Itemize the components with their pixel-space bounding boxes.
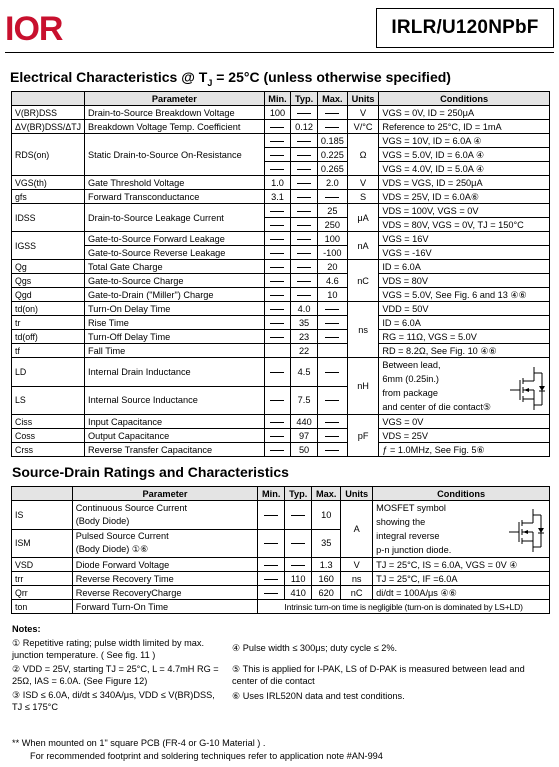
table-row [12, 288, 550, 302]
typ-cell [291, 246, 318, 260]
parameter-cell: Gate-to-Source Forward Leakage [85, 232, 265, 246]
max-cell: 35 [312, 529, 341, 558]
col-units: Units [347, 92, 378, 106]
typ-cell: 410 [285, 586, 312, 600]
table-row [12, 134, 550, 148]
max-cell: 1.3 [312, 558, 341, 572]
electrical-title-sub: J [207, 77, 213, 88]
min-cell [264, 274, 291, 288]
max-cell: 0.185 [317, 134, 347, 148]
note-6: ⑥ Uses IRL520N data and test conditions. [232, 691, 405, 701]
source-drain-title: Source-Drain Ratings and Characteristics [12, 464, 289, 480]
max-cell: 0.225 [317, 148, 347, 162]
table-row [12, 344, 550, 358]
table-row [12, 246, 550, 260]
sd-col-conditions: Conditions [373, 487, 550, 501]
note-4: ④ Pulse width ≤ 300μs; duty cycle ≤ 2%. [232, 643, 398, 653]
table-row [12, 260, 550, 274]
parameter-cell: Total Gate Charge [85, 260, 265, 274]
max-cell [317, 190, 347, 204]
symbol-cell: Ciss [12, 415, 85, 429]
parameter-cell: Drain-to-Source Breakdown Voltage [85, 106, 265, 120]
sd-col-typ: Typ. [285, 487, 312, 501]
table-row [12, 274, 550, 288]
source-drain-table [11, 486, 550, 614]
parameter-cell: Forward Turn-On Time [72, 600, 258, 614]
parameter-cell: Diode Forward Voltage [72, 558, 258, 572]
symbol-cell: RDS(on) [12, 134, 85, 176]
symbol-cell: Qgd [12, 288, 85, 302]
inductance-condition-line: 6mm (0.25in.) [382, 374, 439, 384]
min-cell [264, 358, 291, 387]
max-cell [317, 415, 347, 429]
note-5: ⑤ This is applied for I-PAK, LS of D-PAK is measured between lead and center of die contact [232, 664, 525, 686]
parameter-cell: Gate-to-Drain ("Miller") Charge [85, 288, 265, 302]
col-symbol [12, 92, 85, 106]
conditions-cell: VGS = 4.0V, ID = 5.0A ④ [379, 162, 550, 176]
inductance-condition-line: from package [382, 388, 438, 398]
typ-cell: 50 [291, 443, 318, 457]
parameter-cell: Reverse Recovery Time [72, 572, 258, 586]
max-cell [317, 344, 347, 358]
conditions-cell: VDS = VGS, ID = 250μA [379, 176, 550, 190]
typ-cell [291, 148, 318, 162]
col-max: Max. [317, 92, 347, 106]
typ-cell [285, 529, 312, 558]
typ-cell [291, 162, 318, 176]
table-row [12, 316, 550, 330]
min-cell [264, 134, 291, 148]
parameter-cell: Forward Transconductance [85, 190, 265, 204]
sd-col-units: Units [341, 487, 373, 501]
min-cell: 1.0 [264, 176, 291, 190]
symbol-cell: trr [12, 572, 73, 586]
conditions-cell: RD = 8.2Ω, See Fig. 10 ④⑥ [379, 344, 550, 358]
notes-title: Notes: [12, 624, 41, 634]
sd-col-max: Max. [312, 487, 341, 501]
conditions-cell: di/dt = 100A/μs ④⑥ [373, 586, 550, 600]
symbol-cell: ISM [12, 529, 73, 558]
table-row [12, 501, 550, 530]
conditions-cell: VGS = -16V [379, 246, 550, 260]
footer-note-1: ** When mounted on 1" square PCB (FR-4 or G-10 Material ) . [12, 738, 266, 748]
symbol-cell: LD [12, 358, 85, 387]
conditions-cell: ƒ = 1.0MHz, See Fig. 5⑥ [379, 443, 550, 457]
max-cell [317, 429, 347, 443]
symbol-cell: tf [12, 344, 85, 358]
parameter-line: Continuous Source Current [75, 502, 188, 513]
note-2: ② VDD = 25V, starting TJ = 25°C, L = 4.7mH RG = 25Ω, IAS = 6.0A. (See Figure 12) [12, 664, 219, 686]
typ-cell [291, 134, 318, 148]
unit-cell: nH [347, 358, 378, 415]
table-row [12, 415, 550, 429]
max-cell: 620 [312, 586, 341, 600]
max-cell [317, 358, 347, 387]
conditions-cell: VGS = 5.0V, See Fig. 6 and 13 ④⑥ [379, 288, 550, 302]
min-cell [264, 344, 291, 358]
unit-cell: V [347, 176, 378, 190]
conditions-cell: VGS = 16V [379, 232, 550, 246]
unit-cell: ns [341, 572, 373, 586]
typ-cell: 23 [291, 330, 318, 344]
max-cell [317, 316, 347, 330]
typ-cell [291, 106, 318, 120]
symbol-cell: ton [12, 600, 73, 614]
table-row [12, 586, 550, 600]
conditions-cell: VGS = 10V, ID = 6.0A ④ [379, 134, 550, 148]
inductance-condition-line: Between lead, [382, 360, 441, 370]
header-rule [5, 52, 554, 53]
parameter-cell: Gate-to-Source Reverse Leakage [85, 246, 265, 260]
min-cell [264, 302, 291, 316]
typ-cell [291, 190, 318, 204]
parameter-cell: Internal Drain Inductance [85, 358, 265, 387]
inductance-conditions-cell [379, 358, 550, 415]
typ-cell [285, 558, 312, 572]
table-row [12, 358, 550, 387]
typ-cell [291, 176, 318, 190]
max-cell: 10 [317, 288, 347, 302]
symbol-cell: td(off) [12, 330, 85, 344]
min-cell [264, 232, 291, 246]
min-cell [264, 120, 291, 134]
typ-cell: 110 [285, 572, 312, 586]
sd-col-min: Min. [258, 487, 285, 501]
parameter-cell: Output Capacitance [85, 429, 265, 443]
electrical-title-rest: = 25°C (unless otherwise specified) [212, 69, 451, 85]
parameter-line-2: (Body Diode) ①⑥ [75, 544, 149, 555]
typ-cell: 97 [291, 429, 318, 443]
electrical-table [11, 91, 550, 457]
max-cell [317, 330, 347, 344]
table-row [12, 558, 550, 572]
min-cell [264, 246, 291, 260]
unit-cell: nA [347, 232, 378, 260]
min-cell [258, 501, 285, 530]
mosfet-diode-symbol-icon [507, 505, 545, 555]
table-row [12, 429, 550, 443]
conditions-cell: VDS = 100V, VGS = 0V [379, 204, 550, 218]
electrical-header-row [12, 92, 550, 106]
table-row [12, 232, 550, 246]
max-cell: 100 [317, 232, 347, 246]
conditions-cell: VDS = 25V, ID = 6.0A⑥ [379, 190, 550, 204]
table-row [12, 204, 550, 218]
symbol-cell: VSD [12, 558, 73, 572]
conditions-cell: ID = 6.0A [379, 316, 550, 330]
parameter-cell: Fall Time [85, 344, 265, 358]
symbol-cell: IS [12, 501, 73, 530]
min-cell [264, 288, 291, 302]
symbol-cell: Crss [12, 443, 85, 457]
table-row [12, 120, 550, 134]
parameter-cell: Static Drain-to-Source On-Resistance [85, 134, 265, 176]
min-cell [264, 443, 291, 457]
table-row [12, 190, 550, 204]
max-cell [317, 120, 347, 134]
symbol-cell: LS [12, 386, 85, 415]
table-row [12, 176, 550, 190]
symbol-cell: Coss [12, 429, 85, 443]
typ-cell: 4.0 [291, 302, 318, 316]
source-drain-header-row [12, 487, 550, 501]
unit-cell: nC [341, 586, 373, 600]
min-cell [258, 586, 285, 600]
conditions-cell: VDS = 25V [379, 429, 550, 443]
conditions-cell: Intrinsic turn-on time is negligible (turn-on is dominated by LS+LD) [258, 600, 550, 614]
min-cell: 3.1 [264, 190, 291, 204]
parameter-cell [72, 501, 258, 530]
typ-cell: 0.12 [291, 120, 318, 134]
min-cell [258, 529, 285, 558]
max-cell: 160 [312, 572, 341, 586]
typ-cell: 440 [291, 415, 318, 429]
sd-col-symbol [12, 487, 73, 501]
table-row [12, 302, 550, 316]
symbol-cell: V(BR)DSS [12, 106, 85, 120]
col-typ: Typ. [291, 92, 318, 106]
electrical-title-text: Electrical Characteristics @ T [10, 69, 208, 85]
mosfet-conditions-cell [373, 501, 550, 558]
unit-cell: A [341, 501, 373, 558]
logo-text: IOR [5, 10, 63, 44]
unit-cell: nC [347, 260, 378, 302]
min-cell [264, 316, 291, 330]
parameter-cell: Reverse Transfer Capacitance [85, 443, 265, 457]
note-3: ③ ISD ≤ 6.0A, di/dt ≤ 340A/μs, VDD ≤ V(BR)DSS, TJ ≤ 175°C [12, 690, 215, 712]
min-cell: 100 [264, 106, 291, 120]
note-1: ① Repetitive rating; pulse width limited by max. junction temperature. ( See fig. 11 ) [12, 638, 205, 660]
unit-cell: μA [347, 204, 378, 232]
typ-cell: 22 [291, 344, 318, 358]
min-cell [264, 386, 291, 415]
typ-cell [291, 204, 318, 218]
ior-logo [5, 10, 89, 44]
typ-cell [291, 260, 318, 274]
part-number: IRLR/U120NPbF [376, 8, 554, 48]
min-cell [264, 330, 291, 344]
symbol-cell: VGS(th) [12, 176, 85, 190]
min-cell [258, 558, 285, 572]
mosfet-condition-line: MOSFET symbol [376, 503, 446, 513]
parameter-cell: Gate-to-Source Charge [85, 274, 265, 288]
unit-cell: pF [347, 415, 378, 457]
conditions-cell: VDS = 80V, VGS = 0V, TJ = 150°C [379, 218, 550, 232]
parameter-cell: Drain-to-Source Leakage Current [85, 204, 265, 232]
min-cell [264, 415, 291, 429]
symbol-cell: gfs [12, 190, 85, 204]
typ-cell [291, 218, 318, 232]
conditions-cell: VDD = 50V [379, 302, 550, 316]
conditions-cell: VGS = 5.0V, ID = 6.0A ④ [379, 148, 550, 162]
table-row [12, 572, 550, 586]
table-row [12, 600, 550, 614]
col-conditions: Conditions [379, 92, 550, 106]
max-cell [317, 106, 347, 120]
max-cell: 250 [317, 218, 347, 232]
min-cell [258, 572, 285, 586]
parameter-cell: Input Capacitance [85, 415, 265, 429]
min-cell [264, 162, 291, 176]
symbol-cell: IGSS [12, 232, 85, 260]
mosfet-condition-line: showing the [376, 517, 426, 527]
mosfet-symbol-icon [508, 363, 546, 413]
parameter-cell: Internal Source Inductance [85, 386, 265, 415]
table-row [12, 443, 550, 457]
inductance-condition-line: and center of die contact⑤ [382, 402, 492, 412]
unit-cell: V [341, 558, 373, 572]
symbol-cell: Qgs [12, 274, 85, 288]
max-cell [317, 302, 347, 316]
col-min: Min. [264, 92, 291, 106]
table-row [12, 330, 550, 344]
unit-cell: V [347, 106, 378, 120]
symbol-cell: Qg [12, 260, 85, 274]
typ-cell [285, 501, 312, 530]
conditions-cell: VDS = 80V [379, 274, 550, 288]
mosfet-condition-line: p-n junction diode. [376, 545, 452, 555]
min-cell [264, 218, 291, 232]
max-cell: 2.0 [317, 176, 347, 190]
conditions-cell: VGS = 0V, ID = 250μA [379, 106, 550, 120]
unit-cell: ns [347, 302, 378, 358]
footer-note-2: For recommended footprint and soldering techniques refer to application note #AN-994 [30, 751, 383, 761]
max-cell: 0.265 [317, 162, 347, 176]
symbol-cell: ΔV(BR)DSS/ΔTJ [12, 120, 85, 134]
electrical-title [10, 69, 451, 88]
max-cell: 25 [317, 204, 347, 218]
parameter-cell: Rise Time [85, 316, 265, 330]
min-cell [264, 260, 291, 274]
conditions-cell: RG = 11Ω, VGS = 5.0V [379, 330, 550, 344]
max-cell: 10 [312, 501, 341, 530]
parameter-cell [72, 529, 258, 558]
typ-cell: 35 [291, 316, 318, 330]
max-cell: -100 [317, 246, 347, 260]
parameter-cell: Gate Threshold Voltage [85, 176, 265, 190]
mosfet-condition-line: integral reverse [376, 531, 440, 541]
min-cell [264, 429, 291, 443]
unit-cell: Ω [347, 134, 378, 176]
max-cell: 4.6 [317, 274, 347, 288]
unit-cell: V/°C [347, 120, 378, 134]
conditions-cell: Reference to 25°C, ID = 1mA [379, 120, 550, 134]
conditions-cell: TJ = 25°C, IS = 6.0A, VGS = 0V ④ [373, 558, 550, 572]
parameter-cell: Turn-Off Delay Time [85, 330, 265, 344]
max-cell [317, 443, 347, 457]
parameter-line-2: (Body Diode) [75, 515, 130, 526]
parameter-cell: Turn-On Delay Time [85, 302, 265, 316]
col-parameter: Parameter [85, 92, 265, 106]
parameter-cell: Reverse RecoveryCharge [72, 586, 258, 600]
symbol-cell: td(on) [12, 302, 85, 316]
typ-cell: 7.5 [291, 386, 318, 415]
max-cell [317, 386, 347, 415]
conditions-cell: VGS = 0V [379, 415, 550, 429]
min-cell [264, 148, 291, 162]
parameter-cell: Breakdown Voltage Temp. Coefficient [85, 120, 265, 134]
table-row [12, 106, 550, 120]
typ-cell: 4.5 [291, 358, 318, 387]
max-cell: 20 [317, 260, 347, 274]
symbol-cell: tr [12, 316, 85, 330]
symbol-cell: IDSS [12, 204, 85, 232]
typ-cell [291, 274, 318, 288]
parameter-line: Pulsed Source Current [75, 531, 169, 542]
min-cell [264, 204, 291, 218]
unit-cell: S [347, 190, 378, 204]
typ-cell [291, 232, 318, 246]
typ-cell [291, 288, 318, 302]
conditions-cell: ID = 6.0A [379, 260, 550, 274]
conditions-cell: TJ = 25°C, IF =6.0A [373, 572, 550, 586]
sd-col-parameter: Parameter [72, 487, 258, 501]
symbol-cell: Qrr [12, 586, 73, 600]
